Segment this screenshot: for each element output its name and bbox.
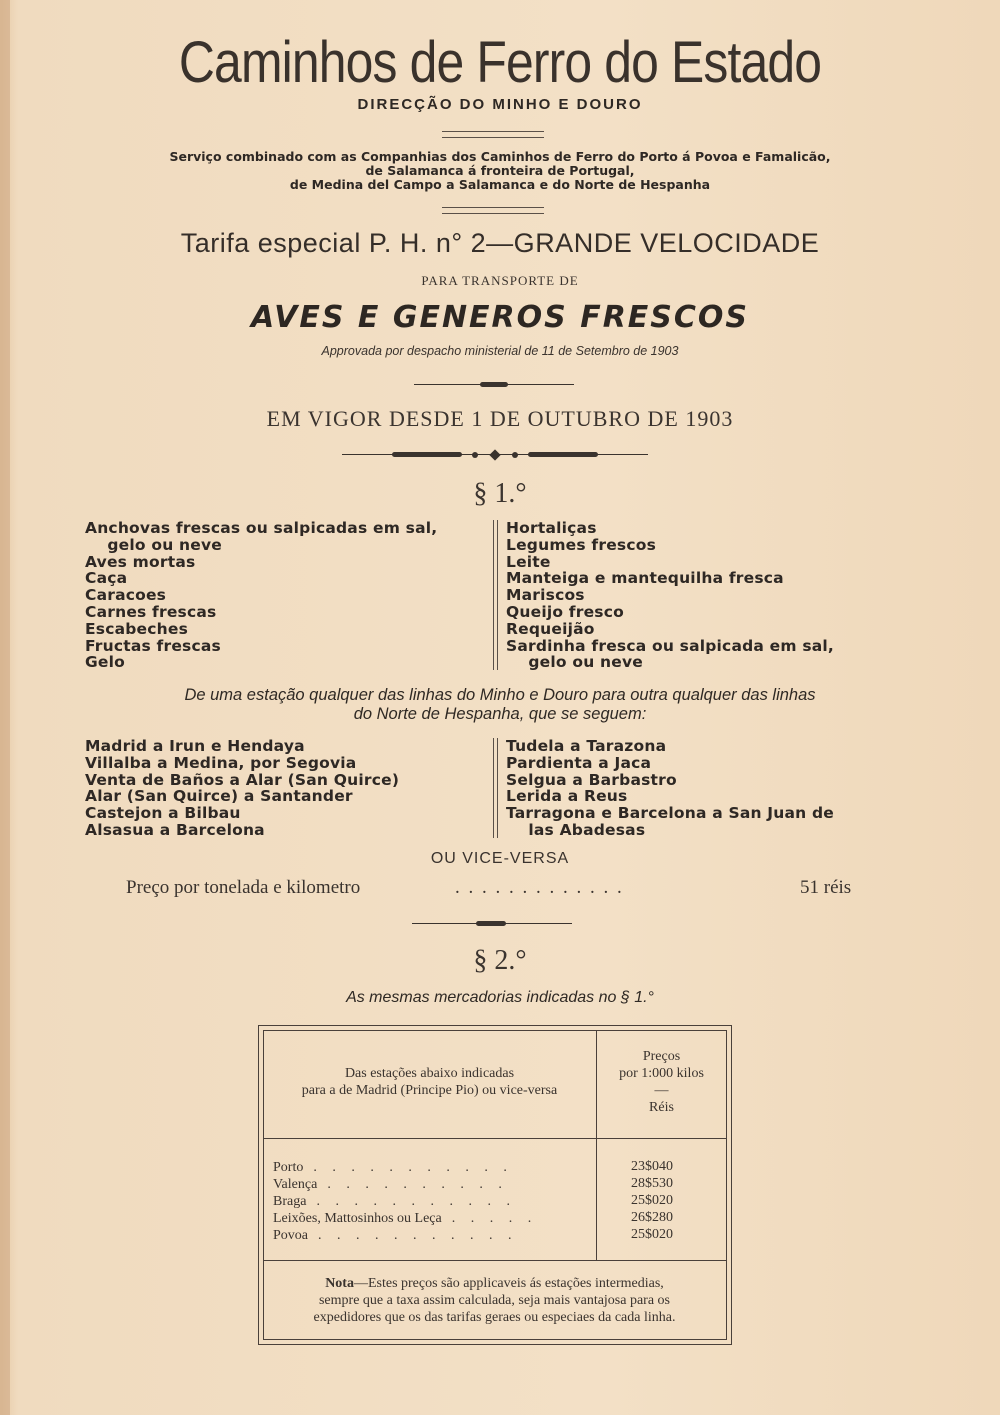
table-header-prices [597, 1048, 726, 1116]
section-2-heading: § 2.° [473, 945, 527, 976]
table-header-line: Das estações abaixo indicadas [344, 1066, 515, 1081]
service-line: de Medina del Campo a Salamanca e do Norte de Hespanha [289, 177, 711, 192]
station-name: Povoa [273, 1228, 308, 1243]
route-description [0, 686, 1000, 724]
approval-text: Approvada por despacho ministerial de 11 de Setembro de 1903 [321, 344, 679, 358]
table-note-rule [263, 1260, 726, 1261]
tariff-name: Tarifa especial P. H. n° 2—GRANDE VELOCIDADE [180, 228, 820, 258]
section-1-heading: § 1.° [473, 478, 527, 509]
lines-list-left: Madrid a Irun e Hendaya Villalba a Medina, por Segovia Venta de Baños a Alar (San Quirce) Alar (San Quirce) a Santander Castejon a Bilbau Alsasua a Barcelona [85, 737, 400, 839]
double-rule [442, 207, 544, 214]
service-description [0, 150, 1000, 192]
station-name: Leixões, Mattosinhos ou Leça [273, 1211, 442, 1226]
ornament-divider [412, 920, 572, 928]
ornament-divider [342, 449, 648, 461]
table-header-line: Réis [649, 1100, 674, 1115]
transport-label: PARA TRANSPORTE DE [421, 273, 579, 288]
table-row [273, 1192, 713, 1209]
table-body [273, 1158, 713, 1243]
service-line: Serviço combinado com as Companhias dos Caminhos de Ferro do Porto á Povoa e Famalicão, [169, 149, 831, 164]
document-title: Caminhos de Ferro do Estado [178, 30, 822, 95]
table-note [263, 1275, 726, 1326]
leader-dots: . . . . . . . . . . . [318, 1228, 518, 1243]
table-header-line: — [654, 1083, 669, 1098]
goods-heading: AVES E GENEROS FRESCOS [250, 300, 750, 335]
vice-versa-label: OU VICE-VERSA [430, 850, 570, 867]
column-divider [493, 738, 498, 838]
goods-list-left: Anchovas frescas ou salpicadas em sal, gelo ou neve Aves mortas Caça Caracoes Carnes frescas Escabeches Fructas frescas Gelo [85, 519, 438, 672]
station-name: Valença [273, 1177, 318, 1192]
table-header-line: para a de Madrid (Principe Pio) ou vice-versa [301, 1083, 558, 1098]
station-price: 23$040 [631, 1159, 673, 1174]
station-price: 25$020 [631, 1193, 673, 1208]
price-label: Preço por tonelada e kilometro [126, 877, 361, 898]
leader-dots: . . . . . [451, 1211, 538, 1226]
note-label: Nota [325, 1276, 354, 1291]
station-name: Porto [273, 1160, 304, 1175]
table-header-line: por 1:000 kilos [619, 1066, 704, 1081]
station-price: 25$020 [631, 1227, 673, 1242]
in-force-date: EM VIGOR DESDE 1 DE OUTUBRO DE 1903 [266, 406, 734, 431]
table-header-rule [263, 1138, 726, 1139]
column-divider [493, 520, 498, 670]
station-price: 26$280 [631, 1210, 673, 1225]
station-price: 28$530 [631, 1176, 673, 1191]
leader-dots: . . . . . . . . . . . [316, 1194, 516, 1209]
section-2-subtitle: As mesmas mercadorias indicadas no § 1.° [346, 989, 654, 1006]
table-row [273, 1158, 713, 1175]
table-row [273, 1175, 713, 1192]
table-row [273, 1209, 713, 1226]
service-line: de Salamanca á fronteira de Portugal, [365, 163, 635, 178]
table-row [273, 1226, 713, 1243]
leader-dots: . . . . . . . . . . [327, 1177, 508, 1192]
note-line [263, 1275, 726, 1292]
table-header-stations [263, 1065, 596, 1099]
station-name: Braga [273, 1194, 307, 1209]
route-description-line: do Norte de Hespanha, que se seguem: [353, 705, 647, 723]
direction-subtitle: DIRECÇÃO DO MINHO E DOURO [357, 96, 643, 113]
double-rule [442, 131, 544, 138]
route-description-line: De uma estação qualquer das linhas do Minho e Douro para outra qualquer das linhas [184, 686, 816, 704]
lines-list-right: Tudela a Tarazona Pardienta a Jaca Selgua a Barbastro Lerida a Reus Tarragona e Barcelona a San Juan de las Abadesas [506, 737, 835, 839]
note-text: —Estes preços são applicaveis ás estações intermedias, [353, 1276, 664, 1291]
goods-list-right: Hortaliças Legumes frescos Leite Manteiga e mantequilha fresca Mariscos Queijo fresco Requeijão Sardinha fresca ou salpicada em sal, gelo ou neve [506, 519, 834, 672]
note-line: sempre que a taxa assim calculada, seja mais vantajosa para os [318, 1293, 671, 1308]
leader-dots: . . . . . . . . . . . [313, 1160, 513, 1175]
price-leader-dots: . . . . . . . . . . . . . [455, 877, 624, 898]
table-header-line: Preços [642, 1049, 681, 1064]
price-value: 51 réis [800, 877, 852, 898]
note-line: expedidores que os das tarifas geraes ou especiaes da cada linha. [313, 1310, 676, 1325]
ornament-divider [414, 381, 574, 389]
